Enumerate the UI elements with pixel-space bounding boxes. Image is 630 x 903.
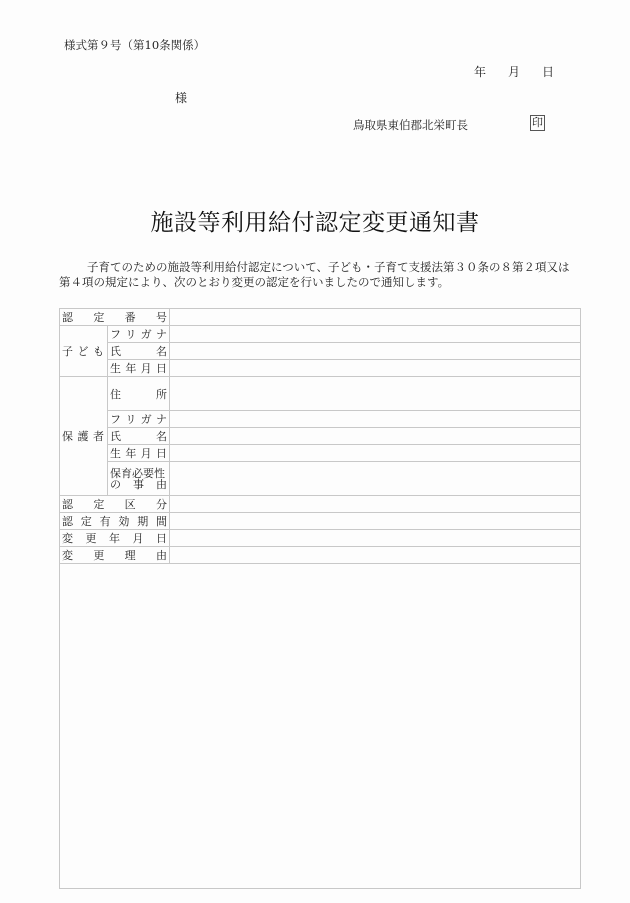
label-char: 日 (156, 532, 167, 545)
date-year-label: 年 (474, 65, 487, 79)
field-guardian-address[interactable] (170, 377, 580, 411)
label-char: リ (125, 413, 137, 426)
label-char: 効 (118, 515, 130, 528)
label-char: 氏 (110, 345, 121, 358)
label-char: 生 (110, 362, 121, 375)
label-char: 住 (110, 387, 121, 401)
label-char: 認 (62, 515, 73, 528)
issue-date (474, 63, 554, 80)
label-change-date (60, 530, 170, 547)
label-char: 定 (80, 515, 92, 528)
label-char: 由 (155, 549, 167, 562)
label-char: ナ (155, 328, 167, 341)
group-label-guardian (60, 377, 108, 496)
label-char: 保 (62, 430, 73, 443)
field-change-date[interactable] (170, 530, 580, 547)
label-care-need-reason (108, 462, 170, 496)
label-char: 分 (155, 498, 167, 511)
field-child-furigana[interactable] (170, 326, 580, 343)
label-validity-period (60, 513, 170, 530)
label-char: 期 (137, 515, 149, 528)
label-char: 号 (155, 311, 167, 324)
label-certification-category (60, 496, 170, 513)
label-char: 更 (93, 549, 105, 562)
label-char: フ (110, 413, 121, 426)
seal-mark: 印 (532, 116, 543, 129)
label-char: 理 (124, 549, 136, 562)
addressee-suffix: 様 (175, 91, 188, 105)
label-char: 子 (62, 345, 73, 358)
label-char: 氏 (110, 430, 121, 443)
label-guardian-address (108, 377, 170, 411)
label-char: 定 (93, 311, 105, 324)
label-guardian-birthdate (108, 445, 170, 462)
label-guardian-furigana (108, 411, 170, 428)
label-char: ど (77, 345, 89, 358)
label-char: 月 (140, 447, 152, 460)
label-char: 名 (156, 345, 167, 358)
label-char: 変 (62, 532, 73, 545)
label-char: 区 (124, 498, 136, 511)
label-char: リ (125, 328, 137, 341)
field-certification-category[interactable] (170, 496, 580, 513)
label-change-reason (60, 547, 170, 564)
label-child-birthdate (108, 360, 170, 377)
label-child-name (108, 343, 170, 360)
label-char: ガ (140, 328, 152, 341)
label-char: 認 (62, 498, 73, 511)
notice-body (59, 260, 591, 290)
field-child-name[interactable] (170, 343, 580, 360)
label-char: も (93, 345, 104, 358)
label-char: 間 (155, 515, 167, 528)
label-char: 所 (156, 387, 167, 401)
field-guardian-name[interactable] (170, 428, 580, 445)
group-label-child (60, 326, 108, 377)
label-char: 変 (62, 549, 73, 562)
label-char: 事 (133, 477, 144, 491)
document-title: 施設等利用給付認定変更通知書 (150, 210, 480, 236)
label-char: 名 (156, 430, 167, 443)
label-char: 認 (62, 311, 73, 324)
label-char: 生 (110, 447, 121, 460)
label-char: の (110, 477, 121, 491)
notice-body-line-1: 子育てのための施設等利用給付認定について、子ども・子育て支援法第３０条の８第２項又は (87, 260, 570, 274)
label-child-furigana (108, 326, 170, 343)
notice-body-line-2: 第４項の規定により、次のとおり変更の認定を行いましたので通知します。 (59, 275, 450, 289)
label-char: 更 (85, 532, 97, 545)
issuer-name: 鳥取県東伯郡北栄町長 (353, 118, 468, 132)
free-text-area[interactable] (60, 564, 580, 888)
field-care-need-reason[interactable] (170, 462, 580, 496)
label-char: 日 (155, 362, 167, 375)
date-month-label: 月 (508, 65, 521, 79)
field-change-reason[interactable] (170, 547, 580, 564)
label-care-need-line-2 (110, 479, 167, 490)
label-char: フ (110, 328, 121, 341)
form-number: 様式第９号（第10条関係） (64, 38, 206, 52)
label-char: 者 (93, 430, 104, 443)
label-char: 日 (155, 447, 167, 460)
label-char: ガ (140, 413, 152, 426)
label-char: 有 (99, 515, 111, 528)
label-char: 年 (125, 447, 137, 460)
label-char: ナ (155, 413, 167, 426)
date-day-label: 日 (542, 65, 555, 79)
field-validity-period[interactable] (170, 513, 580, 530)
label-char: 護 (77, 430, 89, 443)
field-guardian-birthdate[interactable] (170, 445, 580, 462)
label-guardian-name (108, 428, 170, 445)
field-certification-number[interactable] (170, 309, 580, 326)
label-char: 年 (125, 362, 137, 375)
label-char: 月 (132, 532, 144, 545)
label-char: 月 (140, 362, 152, 375)
field-child-birthdate[interactable] (170, 360, 580, 377)
label-care-need-line-1: 保育必要性 (110, 466, 165, 480)
label-char: 番 (124, 311, 136, 324)
label-char: 年 (109, 532, 120, 545)
field-guardian-furigana[interactable] (170, 411, 580, 428)
label-char: 定 (93, 498, 105, 511)
certification-table (59, 308, 581, 889)
label-certification-number (60, 309, 170, 326)
label-char: 由 (156, 477, 167, 491)
